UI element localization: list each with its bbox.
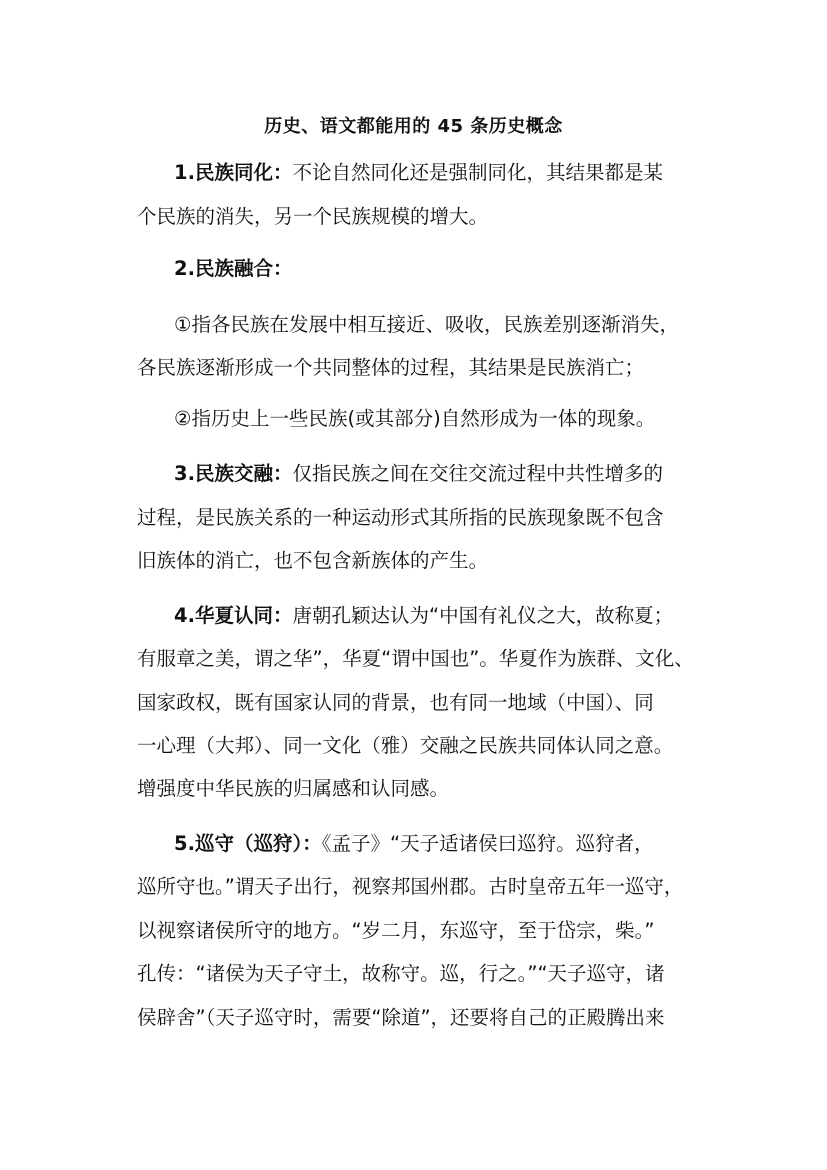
section-3-line-2: 过程，是民族关系的一种运动形式其所指的民族现象既不包含 — [137, 506, 664, 529]
section-2-heading: 2.民族融合： — [174, 257, 293, 280]
section-4-heading: 4.华夏认同： — [174, 604, 293, 627]
section-4-line-5: 增强度中华民族的归属感和认同感。 — [137, 777, 450, 800]
section-1-line-2: 个民族的消失，另一个民族规模的增大。 — [137, 205, 489, 228]
section-5-line-1 — [174, 831, 654, 857]
section-4-line-4: 一心理（大邦）、同一文化（雅）交融之民族共同体认同之意。 — [137, 734, 674, 757]
section-5-line-3: 以视察诸侯所守的地方。“岁二月，东巡守，至于岱宗，柴。” — [137, 919, 655, 942]
document-title: 历史、语文都能用的 45 条历史概念 — [264, 116, 563, 137]
section-3-line-1 — [174, 461, 663, 487]
section-5-line-4: 孔传：“诸侯为天子守土，故称守。巡，行之。”“天子巡守，诸 — [137, 962, 665, 985]
section-4-line-1 — [174, 603, 673, 629]
section-4-line-3: 国家政权，既有国家认同的背景，也有同一地域（中国）、同 — [137, 691, 654, 714]
section-2-p1-line-2: 各民族逐渐形成一个共同整体的过程，其结果是民族消亡； — [137, 356, 645, 379]
section-2-p1-line-1: ①指各民族在发展中相互接近、吸收，民族差别逐渐消失， — [174, 313, 679, 336]
section-4-text: 唐朝孔颖达认为“中国有礼仪之大，故称夏； — [292, 604, 674, 627]
section-1-line-1 — [174, 160, 663, 186]
section-3-heading: 3.民族交融： — [174, 462, 293, 485]
section-1-heading: 1.民族同化： — [174, 161, 293, 184]
section-5-text: 《孟子》“天子适诸侯曰巡狩。巡狩者， — [321, 832, 654, 855]
section-5-line-2: 巡所守也。”谓天子出行，视察邦国州郡。古时皇帝五年一巡守， — [137, 875, 684, 898]
section-1-text: 不论自然同化还是强制同化，其结果都是某 — [292, 161, 663, 184]
section-2-p2: ②指历史上一些民族(或其部分)自然形成为一体的现象。 — [174, 407, 656, 430]
section-4-line-2: 有服章之美，谓之华”，华夏“谓中国也”。华夏作为族群、文化、 — [137, 647, 694, 670]
section-3-line-3: 旧族体的消亡，也不包含新族体的产生。 — [137, 549, 489, 572]
section-3-text: 仅指民族之间在交往交流过程中共性增多的 — [292, 462, 663, 485]
section-5-line-5: 侯辟舍”（天子巡守时，需要“除道”，还要将自己的正殿腾出来 — [137, 1006, 665, 1029]
section-5-heading: 5.巡守（巡狩）： — [174, 832, 322, 855]
